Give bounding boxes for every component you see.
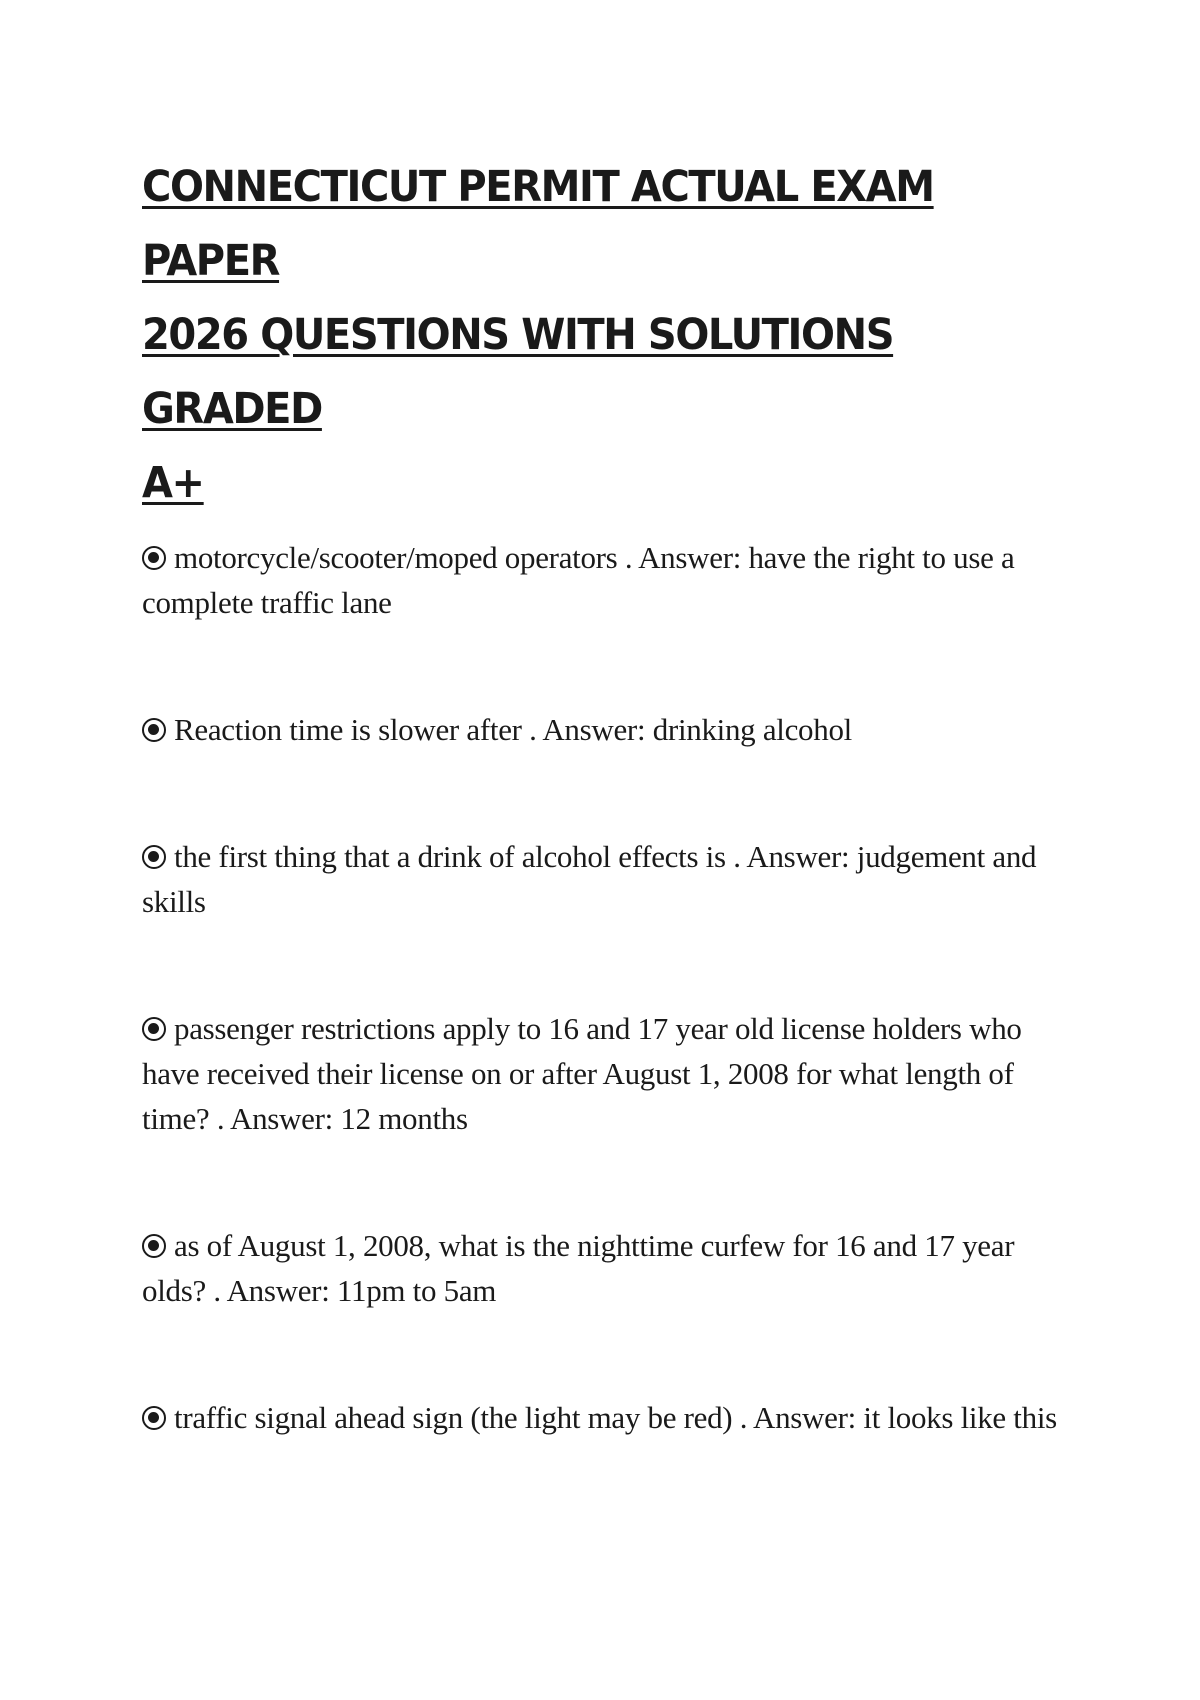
radio-bullet-icon bbox=[142, 1234, 166, 1258]
list-item bbox=[142, 1395, 1062, 1440]
list-item bbox=[142, 1223, 1062, 1313]
list-item bbox=[142, 707, 1062, 752]
question-text: passenger restrictions apply to 16 and 17 year old license holders who have received their license on or after August 1, 2008 for what length of time? bbox=[142, 1011, 1022, 1136]
question-answer-list bbox=[142, 535, 1062, 1440]
answer-prefix: . Answer: bbox=[216, 1101, 333, 1136]
question-text: the first thing that a drink of alcohol effects is bbox=[174, 839, 726, 874]
question-text: motorcycle/scooter/moped operators bbox=[174, 540, 618, 575]
answer-text: have the right to use a complete traffic lane bbox=[142, 540, 1015, 620]
document-page bbox=[142, 150, 1062, 1435]
answer-text: it looks like this bbox=[863, 1400, 1057, 1435]
answer-prefix: . Answer: bbox=[733, 839, 850, 874]
answer-prefix: . Answer: bbox=[739, 1400, 856, 1435]
question-text: Reaction time is slower after bbox=[174, 712, 522, 747]
answer-prefix: . Answer: bbox=[213, 1273, 330, 1308]
radio-bullet-icon bbox=[142, 1017, 166, 1041]
title-line-2: 2026 QUESTIONS WITH SOLUTIONS GRADED bbox=[142, 310, 894, 434]
answer-text: 12 months bbox=[340, 1101, 468, 1136]
question-text: as of August 1, 2008, what is the nighttime curfew for 16 and 17 year olds? bbox=[142, 1228, 1015, 1308]
list-item bbox=[142, 1006, 1062, 1141]
answer-text: drinking alcohol bbox=[652, 712, 852, 747]
radio-bullet-icon bbox=[142, 546, 166, 570]
answer-prefix: . Answer: bbox=[529, 712, 646, 747]
radio-bullet-icon bbox=[142, 1406, 166, 1430]
radio-bullet-icon bbox=[142, 845, 166, 869]
answer-prefix: . Answer: bbox=[624, 540, 742, 575]
list-item bbox=[142, 535, 1062, 625]
answer-text: 11pm to 5am bbox=[336, 1273, 497, 1308]
question-text: traffic signal ahead sign (the light may be red) bbox=[174, 1400, 733, 1435]
radio-bullet-icon bbox=[142, 718, 166, 742]
answer-text: judgement and skills bbox=[142, 839, 1037, 919]
list-item bbox=[142, 834, 1062, 924]
title-line-1: CONNECTICUT PERMIT ACTUAL EXAM PAPER bbox=[142, 162, 934, 286]
document-title bbox=[142, 150, 1072, 520]
title-line-3: A+ bbox=[142, 458, 204, 508]
